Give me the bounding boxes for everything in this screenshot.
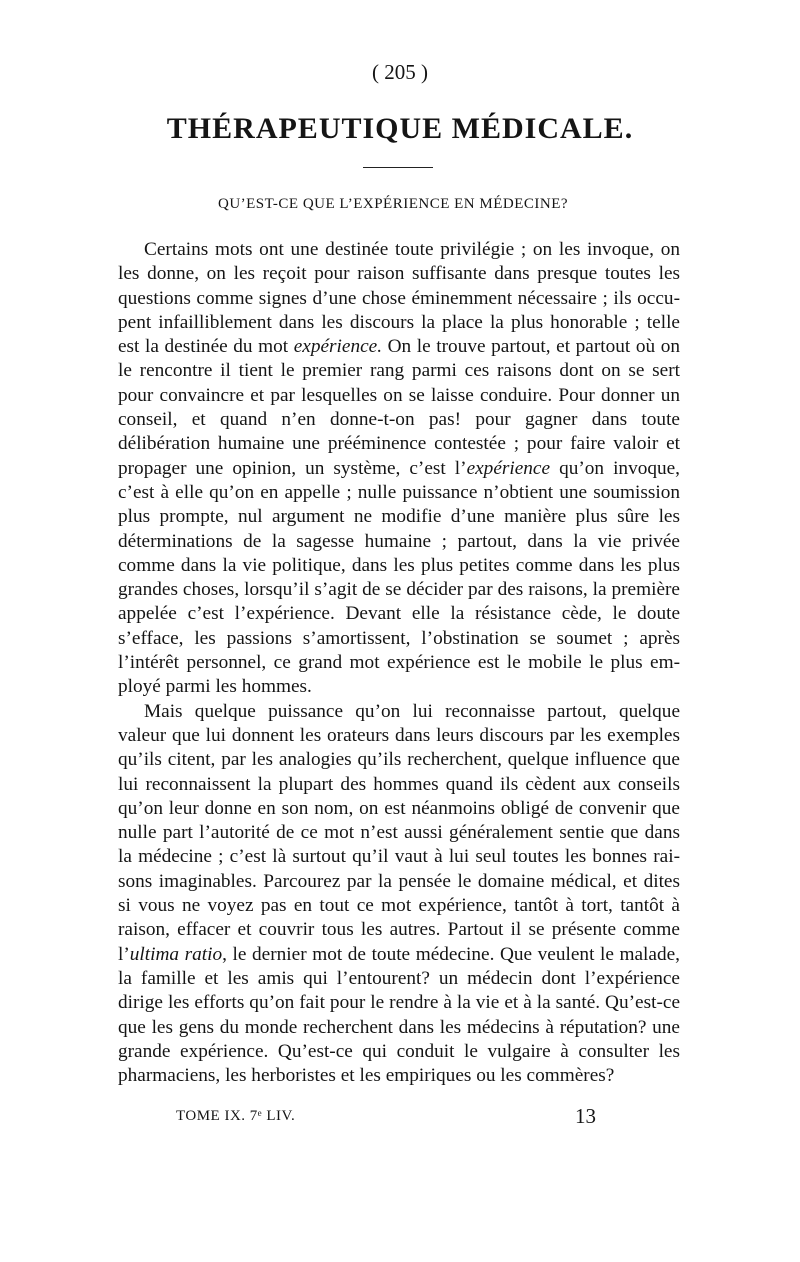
volume-label: TOME IX. 7ᵉ LIV. [176, 1108, 296, 1124]
text-run: Mais quelque puissance qu’on lui reconnaisse partout, quelque valeur que lui donnent les orateurs dans leurs discours par les exemples qu’ils citent, par les analogies qu’ils recherchent, quelque influence que lui reconnaissent la plupart des hommes quand ils cèdent aux conseils qu’on leur donne en son nom, on est néanmoins obligé de convenir que nulle part l’autorité de ce mot n’est aussi généralement sentie que dans la médecine ; c’est là surtout qu’il vaut à lui seul toutes les bonnes raisons imaginables. Parcourez par la pensée le domaine médical, et dites si vous ne voyez pas en tout ce mot expérience, tantôt à tort, tantôt à raison, effacer et couvrir tous les autres. Partout il se présente comme l’ [118, 700, 680, 965]
italic-term: expérience [466, 457, 551, 479]
italic-term: expérience. [293, 336, 383, 358]
article-subtitle: QU’EST-CE QUE L’EXPÉRIENCE EN MÉDECINE? [217, 196, 569, 212]
title-divider [363, 167, 433, 168]
text-run: , le dernier mot de toute médecine. Que veulent le malade, la famille et les amis qui l’entourent? un médecin dont l’expérience dirige les efforts qu’on fait pour le rendre à la vie et à la santé. Qu’est-ce que les gens du monde recherchent dans les médecins à réputation? une grande expérience. Qu’est-ce qui conduit le vulgaire à consulter les pharmaciens, les herboristes et les empiriques ou les commères? [118, 943, 680, 1087]
page-footer [176, 1104, 596, 1130]
section-title: THÉRAPEUTIQUE MÉDICALE. [166, 112, 634, 145]
page-number: ( 205 ) [372, 60, 428, 84]
italic-term: ultima ratio [129, 943, 223, 965]
paragraph-2 [118, 700, 680, 1089]
text-run: Certains mots ont une destinée toute privilégie ; on les invoque, on les donne, on les reçoit pour raison suffisante dans presque toutes les questions comme signes d’une chose éminemment nécessaire ; ils occupent infailliblement dans les discours la place la plus honorable ; telle est la destinée du mot [118, 239, 680, 358]
text-run: qu’on invoque, c’est à elle qu’on en appelle ; nulle puissance n’obtient une soumission plus prompte, nul argument ne modifie d’une manière plus sûre les déterminations de la sagesse humaine ; partout, dans la vie privée comme dans la vie politique, dans les plus petites comme dans les plus grandes choses, lorsqu’il s’agit de se décider par des raisons, la première appelée c’est l’expérience. Devant elle la résistance cède, le doute s’efface, les passions s’amortissent, l’obstination se soumet ; après l’intérêt personnel, ce grand mot expérience est le mobile le plus employé parmi les hommes. [118, 457, 681, 698]
article-body [118, 238, 680, 1088]
signature-mark: 13 [575, 1104, 596, 1128]
paragraph-1 [118, 238, 680, 700]
text-run: On le trouve partout, et partout où on le rencontre il tient le premier rang parmi ces raisons dont on se sert pour convaincre et par lesquelles on se laisse conduire. Pour donner un conseil, et quand n’en donne-t-on pas! pour gagner dans toute délibération humaine une prééminence contestée ; pour faire valoir et propager une opinion, un système, c’est l’ [118, 336, 680, 479]
